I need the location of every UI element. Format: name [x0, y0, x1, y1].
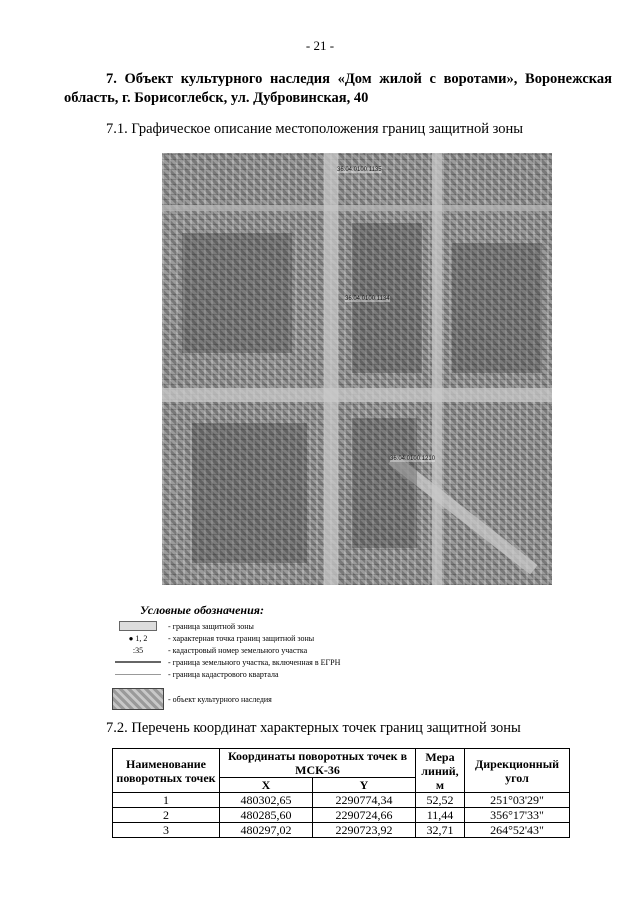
legend-item [112, 656, 340, 668]
legend-item [112, 668, 279, 680]
legend-label: - граница кадастрового квартала [168, 669, 279, 679]
cadastral-label: 36:04:0100:1134 [345, 296, 390, 302]
legend-item [112, 644, 307, 656]
subsection-coordinates-title: 7.2. Перечень координат характерных точек границ защитной зоны [106, 720, 521, 736]
legend-label: - граница защитной зоны [168, 621, 254, 631]
page-number: - 21 - [305, 38, 335, 53]
cell-x: 480297,02 [220, 823, 313, 838]
map-block [352, 418, 417, 548]
cell-y: 2290723,92 [313, 823, 416, 838]
cell-length: 52,52 [416, 793, 465, 808]
cadastral-label: 36:04:0100:1135 [337, 167, 382, 173]
cell-point: 1 [113, 793, 220, 808]
cell-angle: 251°03'29" [465, 793, 570, 808]
point-icon: ● 1, 2 [128, 633, 148, 643]
quarter-line-icon [112, 668, 164, 680]
zone-boundary-icon [112, 620, 164, 632]
legend-item [112, 620, 254, 632]
map-block [452, 243, 542, 373]
legend-item [112, 688, 272, 710]
cell-x: 480285,60 [220, 808, 313, 823]
map-block [182, 233, 292, 353]
legend-label: - кадастровый номер земельного участка [168, 645, 308, 655]
cell-angle: 356°17'33" [465, 808, 570, 823]
table-row [113, 808, 570, 823]
aerial-map [162, 153, 552, 585]
header-coordinates: Координаты поворотных точек в МСК-36 [220, 749, 416, 778]
cadastral-number-symbol: :35 [132, 645, 144, 655]
map-road [432, 153, 442, 585]
heritage-object-icon [112, 688, 164, 710]
legend-label: - объект культурного наследия [168, 694, 272, 704]
subsection-graphic-title: 7.1. Графическое описание местоположения границ защитной зоны [106, 121, 523, 137]
header-line-length: Мера линий, м [416, 749, 465, 793]
cell-point: 2 [113, 808, 220, 823]
cell-angle: 264°52'43" [465, 823, 570, 838]
legend-title: Условные обозначения: [140, 603, 264, 617]
map-road [324, 153, 338, 585]
header-y: Y [313, 778, 416, 793]
parcel-line-icon [112, 656, 164, 668]
legend-item [112, 632, 314, 644]
coordinates-table [112, 748, 570, 838]
map-road [162, 388, 552, 402]
header-direction-angle: Дирекционный угол [465, 749, 570, 793]
cell-y: 2290774,34 [313, 793, 416, 808]
legend-label: - граница земельного участка, включенная в ЕГРН [168, 657, 341, 667]
cadastral-label: 36:04:0100:1210 [390, 456, 436, 462]
cell-length: 11,44 [416, 808, 465, 823]
section-heading: 7. Объект культурного наследия «Дом жилой с воротами», Воронежская область, г. Борисоглебск, ул. Дубровинская, 40 [64, 71, 612, 106]
table-row [113, 823, 570, 838]
cell-y: 2290724,66 [313, 808, 416, 823]
cell-x: 480302,65 [220, 793, 313, 808]
map-block [192, 423, 307, 563]
table-row [113, 793, 570, 808]
header-x: X [220, 778, 313, 793]
header-point-name: Наименование поворотных точек [113, 749, 220, 793]
map-road [162, 205, 552, 211]
legend-label: - характерная точка границ защитной зоны [168, 633, 315, 643]
cell-length: 32,71 [416, 823, 465, 838]
cell-point: 3 [113, 823, 220, 838]
